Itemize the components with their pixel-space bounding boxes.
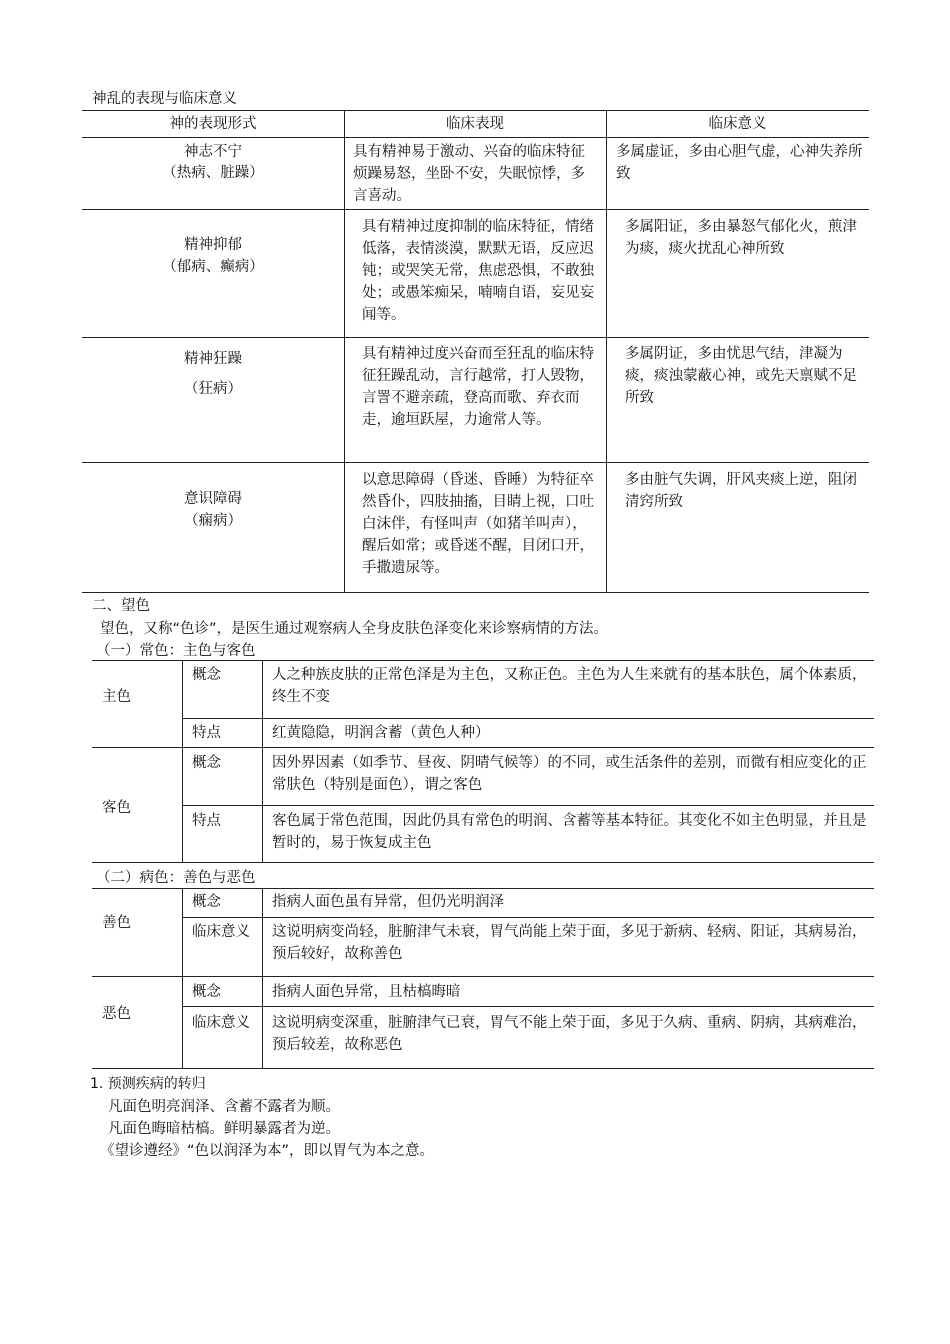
form-name: 精神狂躁 [184,351,242,367]
meaning-text: 多由脏气失调，肝风夹痰上逆，阻闭清窍所致 [625,472,857,510]
table1-header-form: 神的表现形式 [169,116,257,132]
group-name-ese: 恶色 [102,1006,131,1022]
prognosis-line: 凡面色晦暗枯槁。鲜明暴露者为逆。 [108,1121,340,1137]
table1-header-clinical: 临床表现 [446,116,504,132]
prognosis-line: 《望诊遵经》“色以润泽为本”，即以胃气为本之意。 [100,1143,435,1159]
row-key: 概念 [192,894,221,910]
row-key: 临床意义 [192,924,250,940]
row-key: 特点 [192,725,221,741]
clinical-text: 以意思障碍（昏迷、昏睡）为特征卒然昏仆，四肢抽搐，目睛上视，口吐白沫伴，有怪叫声（如猪羊叫声），醒后如常；或昏迷不醒，目闭口开，手撒遗尿等。 [362,472,594,576]
clinical-text: 具有精神易于激动、兴奋的临床特征 烦躁易怒，坐卧不安，失眠惊悸，多言喜动。 [353,144,590,204]
row-value: 客色属于常色范围，因此仍具有常色的明润、含蓄等基本特征。其变化不如主色明显，并且是暂时的，易于恢复成主色 [272,813,867,851]
row-value: 人之种族皮肤的正常色泽是为主色，又称正色。主色为人生来就有的基本肤色，属个体素质，终生不变 [272,667,867,705]
row-key: 概念 [192,755,221,771]
form-sub: （热病、脏躁） [162,165,264,181]
group-name-kese: 客色 [102,800,131,816]
meaning-text: 多属阳证，多由暴怒气郁化火，煎津为痰，痰火扰乱心神所致 [625,219,857,257]
row-value: 因外界因素（如季节、昼夜、阴晴气候等）的不同，或生活条件的差别，而微有相应变化的正常肤色（特别是面色），谓之客色 [272,755,867,793]
group-name-zhuse: 主色 [102,689,131,705]
clinical-text: 具有精神过度兴奋而至狂乱的临床特征狂躁乱动，言行越常，打人毁物，言詈不避亲疏，登高而歌、弃衣而走，逾垣跃屋，力逾常人等。 [362,346,594,428]
group-name-shanse: 善色 [102,915,131,931]
row-key: 临床意义 [192,1015,250,1031]
row-key: 特点 [192,813,221,829]
form-name: 神志不宁 [184,144,242,160]
row-value: 这说明病变尚轻，脏腑津气未衰，胃气尚能上荣于面，多见于新病、轻病、阳证，其病易治，预后较好，故称善色 [272,924,867,962]
table3-caption: （二）病色：善色与恶色 [96,870,256,886]
row-value: 这说明病变深重，脏腑津气已衰，胃气不能上荣于面，多见于久病、重病、阴病，其病难治，预后较差，故称恶色 [272,1015,867,1053]
table1-header-meaning: 临床意义 [708,116,767,132]
section-title: 二、望色 [92,598,150,614]
form-name: 意识障碍 [184,491,242,507]
row-key: 概念 [192,667,221,683]
form-sub: （狂病） [184,381,242,397]
row-value: 指病人面色异常，且枯槁晦暗 [272,984,461,1000]
section-intro: 望色，又称“色诊”，是医生通过观察病人全身皮肤色泽变化来诊察病情的方法。 [100,621,609,637]
prognosis-title: 1. 预测疾病的转归 [90,1076,206,1092]
table1-caption: 神乱的表现与临床意义 [92,91,237,107]
meaning-text: 多属虚证，多由心胆气虚，心神失养所致 [616,144,863,182]
table2-caption: （一）常色：主色与客色 [96,643,256,659]
meaning-text: 多属阴证，多由忧思气结，津凝为痰，痰浊蒙蔽心神，或先天禀赋不足所致 [625,346,857,406]
form-sub: （郁病、癫病） [162,259,264,275]
row-key: 概念 [192,984,221,1000]
form-name: 精神抑郁 [184,237,242,253]
clinical-text: 具有精神过度抑制的临床特征，情绪低落，表情淡漠，默默无语，反应迟钝；或哭笑无常，焦虑恐惧，不敢独处；或愚笨痴呆，喃喃自语，妄见妄闻等。 [362,219,594,323]
form-sub: （痫病） [184,513,242,529]
row-value: 指病人面色虽有异常，但仍光明润泽 [272,894,504,910]
prognosis-line: 凡面色明亮润泽、含蓄不露者为顺。 [108,1099,340,1115]
row-value: 红黄隐隐，明润含蓄（黄色人种） [272,725,490,741]
